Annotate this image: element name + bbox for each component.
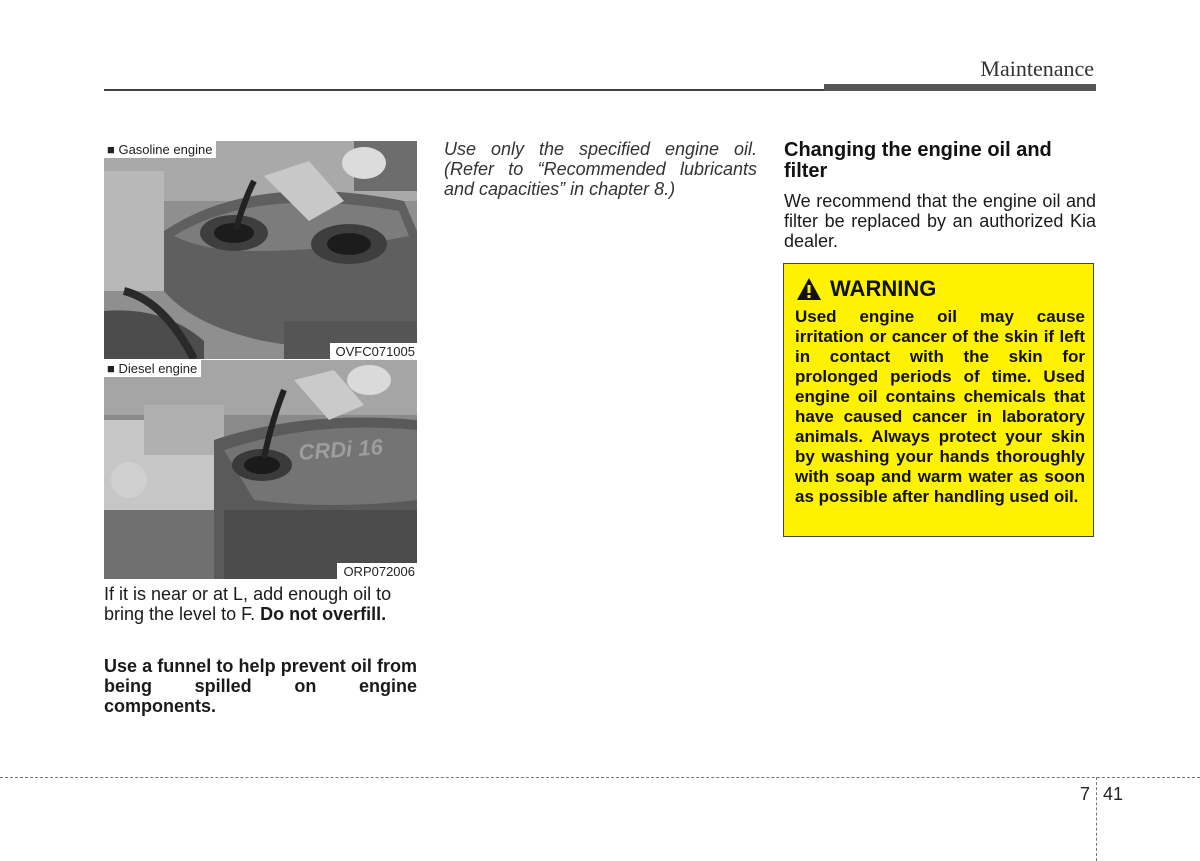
section-heading: Changing the engine oil and filter xyxy=(784,139,1052,182)
header-divider xyxy=(104,89,824,91)
warning-box xyxy=(783,263,1094,537)
chapter-number: 7 xyxy=(1080,784,1091,804)
page-number: 41 xyxy=(1103,784,1124,804)
figure-code: ORP072006 xyxy=(337,563,417,579)
funnel-paragraph: Use a funnel to help prevent oil from being spilled on engine components. xyxy=(104,656,417,716)
footer-divider xyxy=(0,777,1200,778)
footer-vertical-divider xyxy=(1096,777,1097,861)
gasoline-engine-illustration xyxy=(104,141,417,359)
warning-text: Used engine oil may cause irritation or cancer of the skin if left in contact with the skin for prolonged periods of time. Used engine oil contains chemicals that have caused cancer in laboratory animals. Always protect your skin by washing your hands thoroughly with soap and warm water as soon as possible after handling used oil. xyxy=(795,307,1085,506)
figure-label: ■ Gasoline engine xyxy=(104,141,216,158)
page-header-title: Maintenance xyxy=(980,56,1094,81)
oil-level-paragraph xyxy=(104,584,417,624)
specified-oil-note: Use only the specified engine oil. (Refer to “Recommended lubricants and capacities” in chapter 8.) xyxy=(444,139,757,199)
diesel-engine-illustration xyxy=(104,360,417,579)
warning-title: WARNING xyxy=(830,276,937,301)
figure-code: OVFC071005 xyxy=(330,343,418,359)
do-not-overfill-text: Do not overfill. xyxy=(260,604,387,624)
figure-label: ■ Diesel engine xyxy=(104,360,201,377)
dealer-recommendation-paragraph: We recommend that the engine oil and filter be replaced by an authorized Kia dealer. xyxy=(784,191,1096,251)
diesel-engine-figure xyxy=(104,360,417,579)
header-divider-accent xyxy=(824,84,1096,91)
engine-cover-text: CRDi 16 xyxy=(297,434,384,465)
warning-triangle-icon xyxy=(796,277,822,301)
oil-level-text: If it is near or at L, add enough oil to bring the level to F. xyxy=(104,584,392,624)
warning-header xyxy=(796,276,936,302)
gasoline-engine-figure xyxy=(104,141,417,359)
